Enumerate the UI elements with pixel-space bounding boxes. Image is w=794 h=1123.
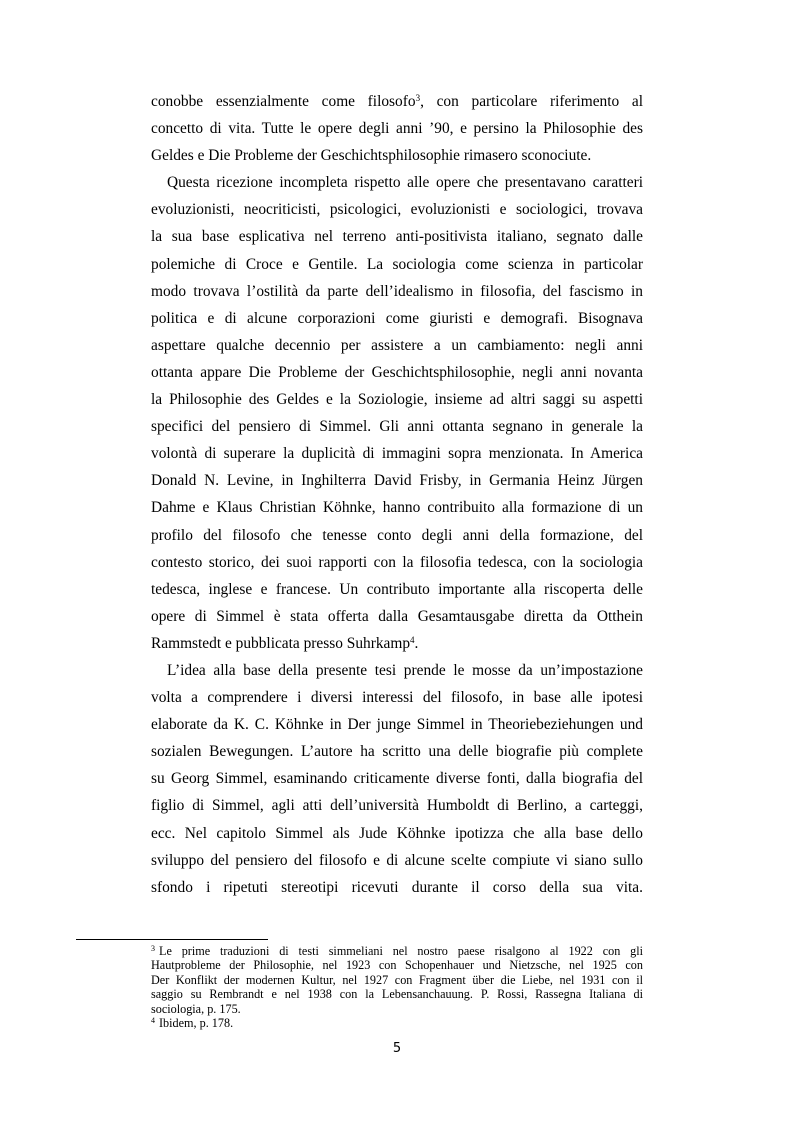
body-line: volta a comprendere i diversi interessi del filosofo, in base alle ipotesi: [151, 689, 643, 707]
body-line: ottanta appare Die Probleme der Geschichtsphilosophie, negli anni novanta: [151, 363, 643, 381]
footnote-line: sociologia, p. 175.: [151, 1001, 241, 1016]
body-line: specifici del pensiero di Simmel. Gli anni ottanta segnano in generale la: [151, 418, 643, 436]
footnote-line: $^3$ Le prime traduzioni di testi simmeliani nel nostro paese risalgono al 1922 con gli: [151, 944, 643, 958]
body-line: profilo del filosofo che tenesse conto degli anni della formazione, del: [151, 526, 643, 544]
body-line: modo trovava l’ostilità da parte dell’idealismo in filosofia, del fascismo in: [151, 282, 643, 300]
footnote-line: saggio su Rembrandt e nel 1938 con la Lebensanchauung. P. Rossi, Rassegna Italiana di: [151, 987, 643, 1002]
footnote-marker-4: 4: [151, 1015, 155, 1025]
body-line: evoluzionisti, neocriticisti, psicologici, evoluzionisti e sociologici, trovava: [151, 201, 643, 219]
footnote-ref-3: 3: [415, 93, 421, 103]
body-line: contesto storico, dei suoi rapporti con la filosofia tedesca, con la sociologia: [151, 553, 643, 571]
body-line: tedesca, inglese e francese. Un contributo importante alla riscoperta delle: [151, 580, 643, 598]
body-line: polemiche di Croce e Gentile. La sociologia come scienza in particolar: [151, 255, 643, 273]
body-line: figlio di Simmel, agli atti dell’università Humboldt di Berlino, a carteggi,: [151, 797, 643, 815]
body-line: Rammstedt e pubblicata presso Suhrkamp$^4$.: [151, 634, 419, 652]
body-line: sfondo i ripetuti stereotipi ricevuti durante il corso della sua vita.: [151, 878, 643, 896]
footnote-line: Hautprobleme der Philosophie, nel 1923 con Schopenhauer und Nietzsche, nel 1925 con: [151, 958, 643, 973]
body-line: volontà di superare la duplicità di immagini sopra menzionata. In America: [151, 445, 643, 463]
body-line: ecc. Nel capitolo Simmel als Jude Köhnke ipotizza che alla base dello: [151, 824, 643, 842]
body-line: sozialen Bewegungen. L’autore ha scritto una delle biografie più complete: [151, 743, 643, 761]
body-line: elaborate da K. C. Köhnke in Der junge Simmel in Theoriebeziehungen und: [151, 716, 643, 734]
footnote-4: [151, 1016, 643, 1030]
body-line: aspettare qualche decennio per assistere a un cambiamento: negli anni: [151, 336, 643, 354]
body-line: Questa ricezione incompleta rispetto alle opere che presentavano caratteri: [167, 174, 643, 192]
footnotes: [151, 944, 643, 1030]
body-text: [151, 88, 643, 901]
body-line: Geldes e Die Probleme der Geschichtsphilosophie rimasero sconociute.: [151, 147, 592, 165]
body-line: opere di Simmel è stata offerta dalla Gesamtausgabe diretta da Otthein: [151, 607, 643, 625]
body-line: conobbe essenzialmente come filosofo$^3$, con particolare riferimento al: [151, 93, 643, 110]
footnote-line: Der Konflikt der modernen Kultur, nel 1927 con Fragment über die Liebe, nel 1931 con il: [151, 972, 643, 987]
body-line: la Philosophie des Geldes e la Soziologie, insieme ad altri saggi su aspetti: [151, 391, 643, 409]
body-line: la sua base esplicativa nel terreno anti-positivista italiano, segnato dalle: [151, 228, 643, 246]
body-line: su Georg Simmel, esaminando criticamente diverse fonti, dalla biografia del: [151, 770, 643, 788]
body-line: L’idea alla base della presente tesi prende le mosse da un’impostazione: [167, 661, 643, 679]
body-line: Donald N. Levine, in Inghilterra David Frisby, in Germania Heinz Jürgen: [151, 472, 643, 490]
footnote-line: $^4$ Ibidem, p. 178.: [151, 1015, 234, 1030]
body-line: concetto di vita. Tutte le opere degli anni ’90, e persino la Philosophie des: [151, 120, 643, 138]
footnote-marker-3: 3: [151, 944, 155, 953]
page-number: 5: [392, 1041, 402, 1056]
footnote-ref-4: 4: [410, 634, 415, 645]
body-line: Dahme e Klaus Christian Köhnke, hanno contribuito alla formazione di un: [151, 499, 643, 517]
footnote-3: [151, 944, 643, 1016]
body-line: sviluppo del pensiero del filosofo e di alcune scelte compiute vi siano sullo: [151, 851, 643, 869]
body-line: politica e di alcune corporazioni come giuristi e demografi. Bisognava: [151, 309, 643, 327]
footnote-separator: [76, 939, 268, 940]
